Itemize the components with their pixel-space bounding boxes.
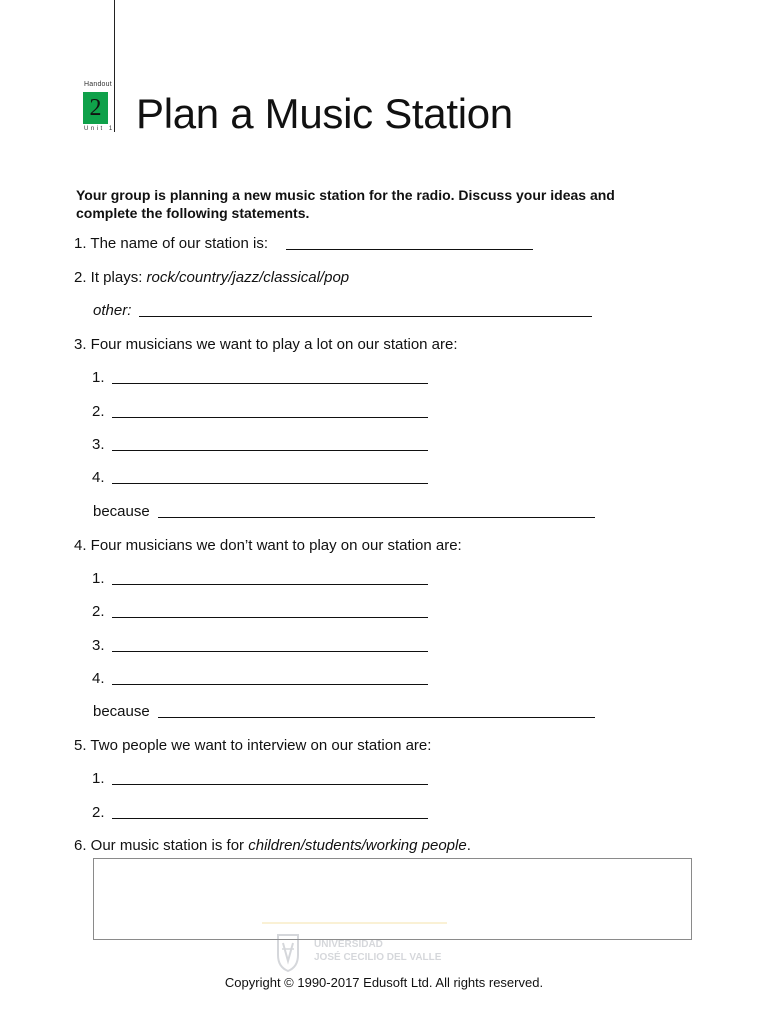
answer-line-q4-3[interactable] [112, 651, 428, 652]
handout-number: 2 [89, 95, 102, 121]
question-2 [74, 269, 349, 286]
page-title: Plan a Music Station [136, 90, 513, 137]
answer-line-q5-2[interactable] [112, 818, 428, 819]
list-item-number: 4. [92, 469, 105, 486]
instructions: Your group is planning a new music station for the radio. Discuss your ideas and complete the following statements. [76, 187, 615, 221]
list-item-number: 3. [92, 436, 105, 453]
answer-line-q3-because[interactable] [158, 517, 595, 518]
answer-line-q3-4[interactable] [112, 483, 428, 484]
question-6-prefix: 6. Our music station is for [74, 837, 249, 854]
answer-line-q4-because[interactable] [158, 717, 595, 718]
question-2-options: rock/country/jazz/classical/pop [146, 269, 350, 286]
answer-line-q4-4[interactable] [112, 684, 428, 685]
answer-line-q4-1[interactable] [112, 584, 428, 585]
watermark-rule [262, 922, 447, 924]
question-2-prefix: 2. It plays: [74, 269, 147, 286]
list-item-number: 4. [92, 670, 105, 687]
handout-label: Handout [84, 81, 112, 88]
question-6-suffix: . [466, 837, 471, 854]
answer-line-q3-2[interactable] [112, 417, 428, 418]
other-label: other: [93, 302, 132, 319]
question-3: 3. Four musicians we want to play a lot on our station are: [74, 336, 458, 353]
question-1: 1. The name of our station is: [74, 235, 268, 252]
unit-label: Unit 1 [84, 126, 115, 132]
watermark-line-2: JOSÉ CECILIO DEL VALLE [314, 952, 442, 963]
watermark-line-1: UNIVERSIDAD [314, 939, 383, 950]
question-5: 5. Two people we want to interview on our station are: [74, 737, 432, 754]
answer-line-q3-3[interactable] [112, 450, 428, 451]
list-item-number: 3. [92, 637, 105, 654]
list-item-number: 2. [92, 403, 105, 420]
question-4: 4. Four musicians we don’t want to play on our station are: [74, 537, 462, 554]
question-6-options: children/students/working people [248, 837, 467, 854]
answer-line-q4-2[interactable] [112, 617, 428, 618]
because-label: because [93, 503, 150, 520]
answer-line-q5-1[interactable] [112, 784, 428, 785]
list-item-number: 2. [92, 603, 105, 620]
answer-line-station-name[interactable] [286, 249, 533, 250]
list-item-number: 2. [92, 804, 105, 821]
answer-line-other[interactable] [139, 316, 592, 317]
because-label: because [93, 703, 150, 720]
question-6 [74, 837, 471, 854]
list-item-number: 1. [92, 770, 105, 787]
list-item-number: 1. [92, 369, 105, 386]
university-seal-icon [274, 933, 302, 973]
header-divider [114, 0, 115, 132]
handout-number-badge [83, 92, 108, 124]
list-item-number: 1. [92, 570, 105, 587]
answer-line-q3-1[interactable] [112, 383, 428, 384]
copyright: Copyright © 1990-2017 Edusoft Ltd. All rights reserved. [224, 975, 544, 990]
university-watermark [262, 915, 452, 975]
